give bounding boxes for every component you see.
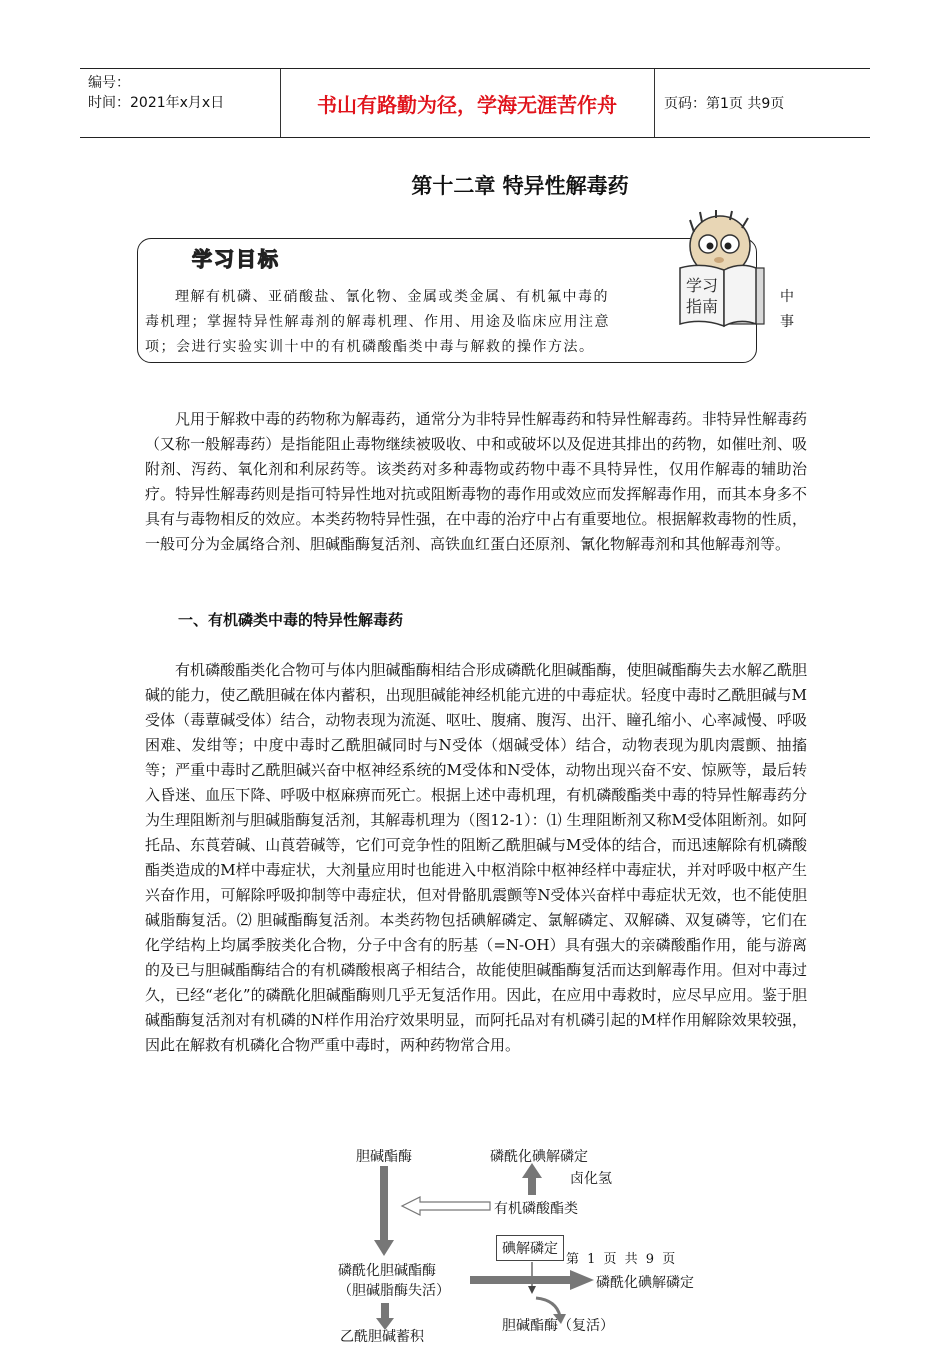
diagram-cholinesterase: 胆碱酯酶: [356, 1149, 412, 1165]
header-motto: 书山有路勤为径，学海无涯苦作舟: [317, 92, 617, 117]
study-goal-line: 项；会进行实验实训十中的有机磷酸酯类中毒与解救的操作方法。: [145, 339, 595, 355]
section1-paragraph-text: 有机磷酸酯类化合物可与体内胆碱酯酶相结合形成磷酰化胆碱酯酶，使胆碱酯酶失去水解乙酰胆碱的能力，使乙酰胆碱在体内蓄积，出现胆碱能神经机能亢进的中毒症状。轻度中毒时乙酰胆碱与M受体（毒蕈碱受体）结合，动物表现为流涎、呕吐、腹痛、腹泻、出汗、瞳孔缩小、心率减慢、呼吸困难、发绀等；中度中毒时乙酰胆碱同时与N受体（烟碱受体）结合，动物表现为肌肉震颤、抽搐等；严重中毒时乙酰胆碱兴奋中枢神经系统的M受体和N受体，动物出现兴奋不安、惊厥等，最后转入昏迷、血压下降、呼吸中枢麻痹而死亡。根据上述中毒机理，有机磷酸酯类中毒的特异性解毒药分为生理阻断剂与胆碱脂酶复活剂，其解毒机理为（图12-1）：⑴ 生理阻断剂又称M受体阻断剂。如阿托品、东莨菪碱、山莨菪碱等，它们可竞争性的阻断乙酰胆碱与M受体的结合，而迅速解除有机磷酸酯类造成的M样中毒症状，大剂量应用时也能进入中枢消除中枢神经样中毒症状，并对呼吸中枢产生兴奋作用，可解除呼吸抑制等中毒症状，但对骨骼肌震颤等N受体兴奋样中毒症状无效，也不能使胆碱脂酶复活。⑵ 胆碱酯酶复活剂。本类药物包括碘解磷定、氯解磷定、双解磷、双复磷等，它们在化学结构上均属季胺类化合物，分子中含有的肟基（=N-OH）具有强大的亲磷酸酯作用，能与游离的及已与胆碱酯酶结合的有机磷酸根离子相结合，故能使胆碱酯酶复活而达到解毒作用。但对中毒过久，已经“老化”的磷酰化胆碱酯酶则几乎无复活作用。因此，在应用中毒救时，应尽早应用。鉴于胆碱酯酶复活剂对有机磷的N样作用治疗效果明显，而阿托品对有机磷引起的M样作用解除效果较强，因此在解救有机磷化合物严重中毒时，两种药物常合用。: [145, 661, 807, 1054]
diagram-phosphoryl-che: 磷酰化胆碱酯酶: [338, 1263, 436, 1279]
arrow-curve: [536, 1298, 560, 1316]
diagram-organophosphate: 有机磷酸酯类: [494, 1201, 578, 1217]
arrow-small-down: [528, 1286, 536, 1294]
diagram-che-reactivated: 胆碱酯酶（复活）: [502, 1318, 614, 1334]
date-label: 时间：2021年x月x日: [88, 95, 225, 111]
diagram-che-inactive: （胆碱脂酶失活）: [338, 1283, 450, 1299]
side-char: 事: [780, 314, 794, 330]
side-char: 中: [780, 289, 794, 305]
study-goal-heading: 学习目标: [192, 247, 280, 271]
diagram-phosphoryl-pam-right: 磷酰化碘解磷定: [596, 1275, 694, 1291]
study-goal-line: 理解有机磷、亚硝酸盐、氰化物、金属或类金属、有机氟中毒的: [175, 289, 609, 305]
intro-paragraph-text: 凡用于解救中毒的药物称为解毒药，通常分为非特异性解毒药和特异性解毒药。非特异性解毒药（又称一般解毒药）是指能阻止毒物继续被吸收、中和或破坏以及促进其排出的药物，如催吐剂、吸附剂、泻药、氧化剂和利尿药等。该类药对多种毒物或药物中毒不具特异性，仅用作解毒的辅助治疗。特异性解毒药则是指可特异性地对抗或阻断毒物的毒作用或效应而发挥解毒作用，而其本身多不具有与毒物相反的效应。本类药物特异性强，在中毒的治疗中占有重要地位。根据解救毒物的性质，一般可分为金属络合剂、胆碱酯酶复活剂、高铁血红蛋白还原剂、氰化物解毒剂和其他解毒剂等。: [145, 410, 807, 553]
mascot-label-1: 学习: [685, 276, 719, 295]
section-heading: 一、有机磷类中毒的特异性解毒药: [178, 611, 404, 629]
arrow-up: [522, 1163, 542, 1195]
page-info: 页码：第1页 共9页: [664, 96, 785, 112]
number-label: 编号：: [88, 75, 130, 91]
diagram-ach-accumulation: 乙酰胆碱蓄积: [340, 1329, 424, 1345]
diagram-halogen: 卤化氢: [570, 1171, 612, 1187]
mascot-label-2: 指南: [685, 297, 719, 316]
arrow-down-left: [374, 1166, 394, 1256]
page-footer: 第 1 页 共 9 页: [566, 1252, 678, 1267]
diagram-phosphoryl-pam-top: 磷酰化碘解磷定: [490, 1149, 588, 1165]
study-goal-line: 毒机理；掌握特异性解毒剂的解毒机理、作用、用途及临床应用注意: [145, 314, 610, 330]
arrow-hollow-left: [402, 1197, 490, 1215]
diagram-pam-box: 碘解磷定: [496, 1235, 564, 1261]
chapter-title: 第十二章 特异性解毒药: [411, 174, 629, 198]
